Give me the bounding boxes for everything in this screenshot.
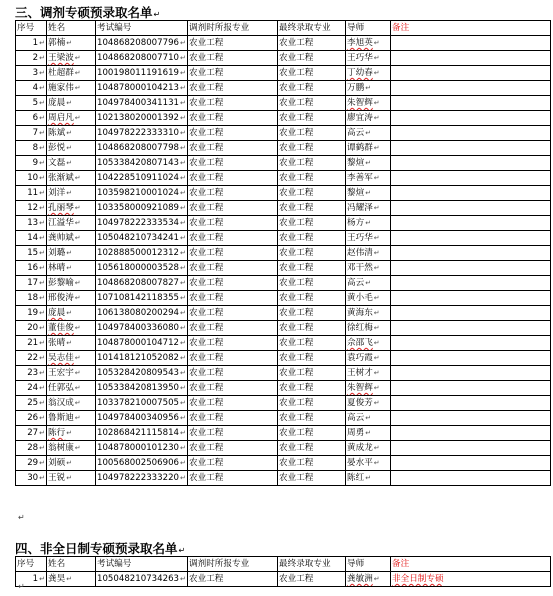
row-final-major: 农业工程 [278, 411, 346, 426]
row-advisor: 龚敏洲↵ [346, 572, 391, 587]
row-name: 林晴↵ [47, 261, 96, 276]
table-row [16, 201, 551, 216]
table-row [16, 276, 551, 291]
row-major: 农业工程 [188, 66, 278, 81]
table-row [16, 141, 551, 156]
row-exam-no: 105048210734263↵ [96, 572, 188, 587]
header-major: 调剂时所报专业 [188, 21, 278, 36]
header-note: 备注 [391, 21, 551, 36]
row-final-major: 农业工程 [278, 456, 346, 471]
row-name: 周启凡↵ [47, 111, 96, 126]
row-major: 农业工程 [188, 261, 278, 276]
row-exam-no: 104978400336080↵ [96, 321, 188, 336]
row-no: 1↵ [16, 572, 47, 587]
row-no: 8↵ [16, 141, 47, 156]
row-advisor: 黄海东↵ [346, 306, 391, 321]
row-advisor: 冯耀泽↵ [346, 201, 391, 216]
row-name: 刘硕↵ [47, 456, 96, 471]
row-note [391, 36, 551, 51]
row-major: 农业工程 [188, 276, 278, 291]
row-note [391, 231, 551, 246]
row-final-major: 农业工程 [278, 572, 346, 587]
row-advisor: 杨方↵ [346, 216, 391, 231]
row-note [391, 471, 551, 486]
row-major: 农业工程 [188, 171, 278, 186]
paragraph-mark: ↵ [18, 582, 25, 591]
paragraph-mark: ↵ [18, 513, 25, 522]
row-name: 文磊↵ [47, 156, 96, 171]
row-note [391, 96, 551, 111]
row-no: 22↵ [16, 351, 47, 366]
row-name: 翁树康↵ [47, 441, 96, 456]
row-note [391, 441, 551, 456]
row-advisor: 李旭英↵ [346, 36, 391, 51]
row-exam-no: 105618000003528↵ [96, 261, 188, 276]
row-no: 7↵ [16, 126, 47, 141]
row-name: 庞晨↵ [47, 96, 96, 111]
row-final-major: 农业工程 [278, 261, 346, 276]
table-row [16, 291, 551, 306]
row-name: 陈斌↵ [47, 126, 96, 141]
row-major: 农业工程 [188, 471, 278, 486]
row-final-major: 农业工程 [278, 441, 346, 456]
row-exam-no: 104868208007796↵ [96, 36, 188, 51]
row-major: 农业工程 [188, 216, 278, 231]
row-major: 农业工程 [188, 111, 278, 126]
row-final-major: 农业工程 [278, 381, 346, 396]
row-advisor: 晏水平↵ [346, 456, 391, 471]
row-exam-no: 103378210007505↵ [96, 396, 188, 411]
row-final-major: 农业工程 [278, 276, 346, 291]
table-row [16, 471, 551, 486]
row-exam-no: 100198011191619↵ [96, 66, 188, 81]
row-note [391, 261, 551, 276]
row-note [391, 66, 551, 81]
row-major: 农业工程 [188, 572, 278, 587]
table-row [16, 51, 551, 66]
row-name: 董佳俊↵ [47, 321, 96, 336]
row-advisor: 邓干然↵ [346, 261, 391, 276]
header-final-major: 最终录取专业 [278, 557, 346, 572]
row-exam-no: 104878000101230↵ [96, 441, 188, 456]
section3-title: 三、调剂专硕预录取名单↵ [15, 5, 161, 20]
row-exam-no: 105338420807143↵ [96, 156, 188, 171]
row-major: 农业工程 [188, 141, 278, 156]
row-no: 26↵ [16, 411, 47, 426]
table-row [16, 96, 551, 111]
row-final-major: 农业工程 [278, 141, 346, 156]
row-note [391, 306, 551, 321]
row-exam-no: 104878000104712↵ [96, 336, 188, 351]
row-name: 张渐斌↵ [47, 171, 96, 186]
row-major: 农业工程 [188, 246, 278, 261]
row-final-major: 农业工程 [278, 81, 346, 96]
row-advisor: 王巧华↵ [346, 51, 391, 66]
row-final-major: 农业工程 [278, 246, 346, 261]
row-no: 30↵ [16, 471, 47, 486]
table-row [16, 246, 551, 261]
row-name: 吴志佳↵ [47, 351, 96, 366]
row-no: 5↵ [16, 96, 47, 111]
row-major: 农业工程 [188, 81, 278, 96]
table-row [16, 81, 551, 96]
row-advisor: 朱智辉↵ [346, 96, 391, 111]
row-advisor: 黎煊↵ [346, 186, 391, 201]
row-exam-no: 104868208007827↵ [96, 276, 188, 291]
row-final-major: 农业工程 [278, 216, 346, 231]
row-advisor: 高云↵ [346, 276, 391, 291]
table-row [16, 426, 551, 441]
row-note [391, 141, 551, 156]
row-final-major: 农业工程 [278, 51, 346, 66]
table-row [16, 411, 551, 426]
table-row [16, 36, 551, 51]
row-advisor: 袁巧霞↵ [346, 351, 391, 366]
row-note [391, 351, 551, 366]
row-final-major: 农业工程 [278, 111, 346, 126]
row-final-major: 农业工程 [278, 336, 346, 351]
table-header-row [16, 557, 551, 572]
row-final-major: 农业工程 [278, 156, 346, 171]
row-note [391, 201, 551, 216]
row-final-major: 农业工程 [278, 426, 346, 441]
row-advisor: 朱智辉↵ [346, 381, 391, 396]
row-major: 农业工程 [188, 366, 278, 381]
row-exam-no: 102888500012312↵ [96, 246, 188, 261]
row-no: 12↵ [16, 201, 47, 216]
row-no: 25↵ [16, 396, 47, 411]
row-exam-no: 104978222333534↵ [96, 216, 188, 231]
row-note [391, 336, 551, 351]
row-no: 18↵ [16, 291, 47, 306]
row-exam-no: 105338420813950↵ [96, 381, 188, 396]
row-no: 13↵ [16, 216, 47, 231]
row-major: 农业工程 [188, 411, 278, 426]
row-note [391, 396, 551, 411]
row-no: 1↵ [16, 36, 47, 51]
row-exam-no: 102138020001392↵ [96, 111, 188, 126]
row-major: 农业工程 [188, 126, 278, 141]
row-major: 农业工程 [188, 156, 278, 171]
table-row [16, 306, 551, 321]
row-exam-no: 104978400340956↵ [96, 411, 188, 426]
row-name: 孔丽琴↵ [47, 201, 96, 216]
row-note [391, 411, 551, 426]
row-advisor: 黎煊↵ [346, 156, 391, 171]
row-final-major: 农业工程 [278, 186, 346, 201]
row-no: 14↵ [16, 231, 47, 246]
table-row [16, 572, 551, 587]
header-name: 姓名 [47, 21, 96, 36]
row-major: 农业工程 [188, 351, 278, 366]
row-exam-no: 104978400341131↵ [96, 96, 188, 111]
row-note [391, 291, 551, 306]
row-final-major: 农业工程 [278, 306, 346, 321]
row-major: 农业工程 [188, 336, 278, 351]
row-advisor: 谭鹤群↵ [346, 141, 391, 156]
row-advisor: 夏俊芳↵ [346, 396, 391, 411]
row-exam-no: 103598210001024↵ [96, 186, 188, 201]
row-major: 农业工程 [188, 396, 278, 411]
row-major: 农业工程 [188, 306, 278, 321]
row-no: 29↵ [16, 456, 47, 471]
row-exam-no: 107108142118355↵ [96, 291, 188, 306]
row-name: 刘璐↵ [47, 246, 96, 261]
row-final-major: 农业工程 [278, 321, 346, 336]
row-major: 农业工程 [188, 441, 278, 456]
row-no: 3↵ [16, 66, 47, 81]
row-name: 王宏宇↵ [47, 366, 96, 381]
row-major: 农业工程 [188, 321, 278, 336]
row-note [391, 456, 551, 471]
row-advisor: 徐红梅↵ [346, 321, 391, 336]
table-row [16, 171, 551, 186]
table-row [16, 396, 551, 411]
table-row [16, 441, 551, 456]
row-final-major: 农业工程 [278, 126, 346, 141]
row-name: 任郭弘↵ [47, 381, 96, 396]
row-no: 17↵ [16, 276, 47, 291]
row-name: 龚昊↵ [47, 572, 96, 587]
row-exam-no: 104868208007798↵ [96, 141, 188, 156]
table-header-row [16, 21, 551, 36]
row-name: 庞晨↵ [47, 306, 96, 321]
row-note: 非全日制专硕 [391, 572, 551, 587]
row-final-major: 农业工程 [278, 171, 346, 186]
table-row [16, 261, 551, 276]
row-no: 24↵ [16, 381, 47, 396]
row-no: 20↵ [16, 321, 47, 336]
row-exam-no: 105048210734241↵ [96, 231, 188, 246]
row-major: 农业工程 [188, 186, 278, 201]
row-advisor: 王树才↵ [346, 366, 391, 381]
row-note [391, 381, 551, 396]
row-exam-no: 100568002506906↵ [96, 456, 188, 471]
row-final-major: 农业工程 [278, 201, 346, 216]
header-advisor: 导师 [346, 21, 391, 36]
row-exam-no: 103358000921089↵ [96, 201, 188, 216]
row-name: 彭悦↵ [47, 141, 96, 156]
row-name: 鲁斯迪↵ [47, 411, 96, 426]
table-row [16, 126, 551, 141]
row-name: 彭黎喻↵ [47, 276, 96, 291]
row-final-major: 农业工程 [278, 351, 346, 366]
row-name: 王锐↵ [47, 471, 96, 486]
section3-table [15, 20, 551, 486]
row-no: 28↵ [16, 441, 47, 456]
row-advisor: 赵伟清↵ [346, 246, 391, 261]
row-note [391, 216, 551, 231]
row-no: 27↵ [16, 426, 47, 441]
header-major: 调剂时所报专业 [188, 557, 278, 572]
row-no: 6↵ [16, 111, 47, 126]
row-name: 翁汉成↵ [47, 396, 96, 411]
row-advisor: 黄成龙↵ [346, 441, 391, 456]
section4-title: 四、非全日制专硕预录取名单↵ [15, 541, 186, 556]
row-exam-no: 104978222333220↵ [96, 471, 188, 486]
row-name: 邢俊涛↵ [47, 291, 96, 306]
row-name: 杜超群↵ [47, 66, 96, 81]
header-no: 序号 [16, 21, 47, 36]
table-row [16, 336, 551, 351]
row-advisor: 万鹏↵ [346, 81, 391, 96]
table-row [16, 321, 551, 336]
row-exam-no: 105328420809543↵ [96, 366, 188, 381]
row-major: 农业工程 [188, 291, 278, 306]
row-note [391, 126, 551, 141]
row-major: 农业工程 [188, 36, 278, 51]
header-no: 序号 [16, 557, 47, 572]
row-advisor: 黄小毛↵ [346, 291, 391, 306]
table-row [16, 111, 551, 126]
row-advisor: 高云↵ [346, 411, 391, 426]
table-row [16, 381, 551, 396]
row-final-major: 农业工程 [278, 36, 346, 51]
table-row [16, 351, 551, 366]
row-note [391, 366, 551, 381]
row-major: 农业工程 [188, 426, 278, 441]
row-note [391, 246, 551, 261]
table-row [16, 216, 551, 231]
header-advisor: 导师 [346, 557, 391, 572]
row-note [391, 276, 551, 291]
row-note [391, 111, 551, 126]
row-advisor: 王巧华↵ [346, 231, 391, 246]
row-advisor: 李善军↵ [346, 171, 391, 186]
row-final-major: 农业工程 [278, 396, 346, 411]
table-row [16, 186, 551, 201]
row-note [391, 186, 551, 201]
row-advisor: 丁幼春↵ [346, 66, 391, 81]
row-name: 郭楠↵ [47, 36, 96, 51]
row-note [391, 51, 551, 66]
row-no: 21↵ [16, 336, 47, 351]
row-no: 11↵ [16, 186, 47, 201]
row-advisor: 廖宜涛↵ [346, 111, 391, 126]
row-exam-no: 104868208007710↵ [96, 51, 188, 66]
row-major: 农业工程 [188, 456, 278, 471]
row-major: 农业工程 [188, 231, 278, 246]
row-exam-no: 104878000104213↵ [96, 81, 188, 96]
row-name: 王梁波↵ [47, 51, 96, 66]
table-row [16, 231, 551, 246]
row-advisor: 陈红↵ [346, 471, 391, 486]
row-final-major: 农业工程 [278, 231, 346, 246]
table-row [16, 456, 551, 471]
row-no: 10↵ [16, 171, 47, 186]
row-exam-no: 106138080200294↵ [96, 306, 188, 321]
row-name: 龚帅斌↵ [47, 231, 96, 246]
row-major: 农业工程 [188, 201, 278, 216]
row-no: 15↵ [16, 246, 47, 261]
header-note: 备注 [391, 557, 551, 572]
row-major: 农业工程 [188, 381, 278, 396]
row-no: 9↵ [16, 156, 47, 171]
table-row [16, 156, 551, 171]
row-exam-no: 104978222333310↵ [96, 126, 188, 141]
row-note [391, 171, 551, 186]
row-no: 16↵ [16, 261, 47, 276]
table-row [16, 66, 551, 81]
row-note [391, 156, 551, 171]
section4-table [15, 556, 551, 587]
header-final-major: 最终录取专业 [278, 21, 346, 36]
row-note [391, 321, 551, 336]
row-major: 农业工程 [188, 96, 278, 111]
row-final-major: 农业工程 [278, 471, 346, 486]
row-name: 施家伟↵ [47, 81, 96, 96]
table-row [16, 366, 551, 381]
row-exam-no: 104228510911024↵ [96, 171, 188, 186]
row-final-major: 农业工程 [278, 366, 346, 381]
row-name: 张晴↵ [47, 336, 96, 351]
row-no: 19↵ [16, 306, 47, 321]
row-name: 江溢华↵ [47, 216, 96, 231]
row-major: 农业工程 [188, 51, 278, 66]
row-note [391, 426, 551, 441]
row-final-major: 农业工程 [278, 96, 346, 111]
row-final-major: 农业工程 [278, 291, 346, 306]
row-no: 4↵ [16, 81, 47, 96]
row-advisor: 高云↵ [346, 126, 391, 141]
header-exam-no: 考试编号 [96, 557, 188, 572]
row-name: 刘洋↵ [47, 186, 96, 201]
header-exam-no: 考试编号 [96, 21, 188, 36]
row-no: 23↵ [16, 366, 47, 381]
row-note [391, 81, 551, 96]
row-exam-no: 101418121052082↵ [96, 351, 188, 366]
row-exam-no: 102868421115814↵ [96, 426, 188, 441]
row-advisor: 周勇↵ [346, 426, 391, 441]
header-name: 姓名 [47, 557, 96, 572]
row-no: 2↵ [16, 51, 47, 66]
row-name: 陈行↵ [47, 426, 96, 441]
row-final-major: 农业工程 [278, 66, 346, 81]
row-advisor: 佘邵飞↵ [346, 336, 391, 351]
